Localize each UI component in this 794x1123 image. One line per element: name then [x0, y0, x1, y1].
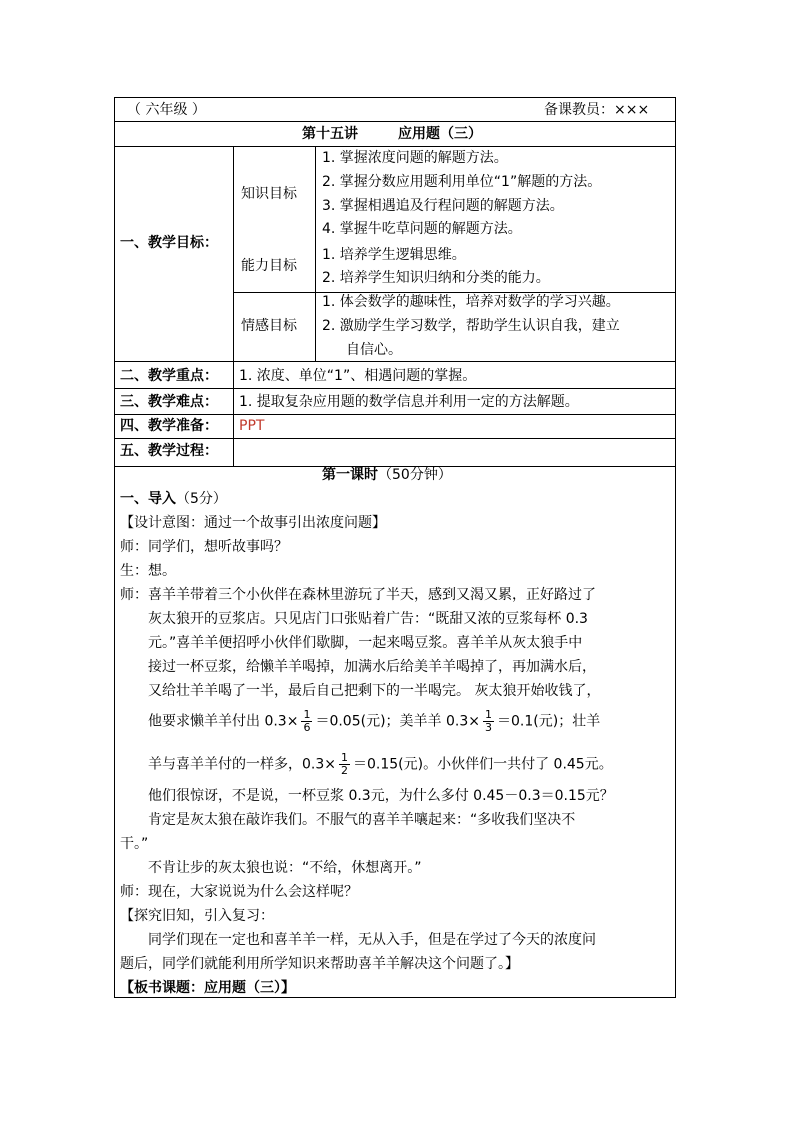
fraction-numerator: 1 — [341, 751, 348, 764]
story-line: 他们很惊讶，不是说，一杯豆浆 0.3元，为什么多付 0.45－0.3＝0.15元？ — [148, 788, 614, 804]
story-text: ＝0.15(元)。小伙伴们一共付了 0.45元。 — [353, 756, 613, 773]
story-line: 灰太狼开的豆浆店。只见店门口张贴着广告：“既甜又浓的豆浆每杯 0.3 — [148, 611, 588, 627]
fraction-numerator: 1 — [485, 708, 492, 721]
knowledge-item: 4. 掌握牛吃草问题的解题方法。 — [322, 221, 522, 237]
lecture-topic: 应用题（三） — [398, 126, 482, 142]
rule — [315, 146, 316, 361]
dialogue-line: 师：同学们，想听故事吗？ — [120, 539, 288, 555]
intro-title: 一、导入 — [120, 491, 176, 507]
knowledge-item: 1. 掌握浓度问题的解题方法。 — [322, 150, 508, 166]
knowledge-item: 2. 掌握分数应用题利用单位“1”解题的方法。 — [322, 174, 602, 190]
key-points-label: 二、教学重点： — [120, 368, 218, 384]
knowledge-goal-label: 知识目标 — [241, 186, 297, 202]
story-line: 接过一杯豆浆，给懒羊羊喝掉，加满水后给美羊羊喝掉了，再加满水后， — [148, 659, 596, 675]
preparation-label: 四、教学准备： — [120, 418, 218, 434]
story-line-fractions — [148, 752, 613, 777]
ability-item: 2. 培养学生知识归纳和分类的能力。 — [322, 270, 550, 286]
objectives-section-label: 一、教学目标： — [120, 235, 218, 251]
rule — [115, 388, 675, 389]
intro-heading — [120, 489, 227, 509]
story-text: 他要求懒羊羊付出 0.3× — [148, 713, 299, 730]
lesson-title: 第一课时 — [322, 467, 378, 483]
rule — [115, 414, 675, 415]
ability-item: 1. 培养学生逻辑思维。 — [322, 247, 466, 263]
story-line: 又给壮羊羊喝了一半，最后自己把剩下的一半喝完。 灰太狼开始收钱了， — [148, 683, 601, 699]
rule — [233, 146, 234, 361]
dialogue-line: 生：想。 — [120, 563, 176, 579]
emotion-item: 2. 激励学生学习数学，帮助学生认识自我，建立 — [322, 318, 620, 334]
story-line: 不肯让步的灰太狼也说：“不给，休想离开。” — [148, 860, 422, 876]
intro-duration: （5分） — [176, 491, 227, 507]
grade-label: （ 六年级 ） — [127, 102, 206, 118]
fraction-denominator: 6 — [303, 721, 311, 734]
board-title: 【板书课题：应用题（三）】 — [120, 980, 295, 996]
fraction-denominator: 3 — [485, 721, 492, 734]
rule — [115, 361, 675, 362]
difficulties-value: 1. 提取复杂应用题的数学信息并利用一定的方法解题。 — [239, 394, 579, 410]
rule — [115, 121, 675, 122]
fraction-one-half — [339, 752, 350, 777]
story-line-fractions — [148, 709, 600, 734]
lesson-heading — [322, 465, 452, 485]
teacher-label: 备课教员：××× — [544, 102, 650, 118]
story-text: ＝0.05(元)；美羊羊 0.3× — [315, 713, 480, 730]
preparation-value: PPT — [239, 418, 265, 434]
lecture-number: 第十五讲 — [302, 126, 358, 142]
story-line: 元。”喜羊羊便招呼小伙伴们歇脚，一起来喝豆浆。喜羊羊从灰太狼手中 — [148, 635, 583, 651]
knowledge-item: 3. 掌握相遇追及行程问题的解题方法。 — [322, 198, 564, 214]
fraction-one-third — [483, 709, 494, 734]
fraction-numerator: 1 — [303, 708, 311, 721]
design-intent: 【设计意图：通过一个故事引出浓度问题】 — [120, 515, 386, 531]
story-line: 师：喜羊羊带着三个小伙伴在森林里游玩了半天，感到又渴又累，正好路过了 — [120, 587, 596, 603]
rule — [115, 146, 675, 147]
key-points-value: 1. 浓度、单位“1”、相遇问题的掌握。 — [239, 368, 477, 384]
emotion-item: 自信心。 — [346, 342, 402, 358]
review-line: 同学们现在一定也和喜羊羊一样，无从入手，但是在学过了今天的浓度问 — [148, 932, 596, 948]
review-line: 题后，同学们就能利用所学知识来帮助喜羊羊解决这个问题了。】 — [120, 956, 519, 972]
fraction-one-sixth — [301, 709, 312, 734]
story-text: 羊与喜羊羊付的一样多，0.3× — [148, 756, 336, 773]
difficulties-label: 三、教学难点： — [120, 394, 218, 410]
review-heading: 【探究旧知，引入复习： — [120, 908, 274, 924]
process-label: 五、教学过程： — [120, 443, 218, 459]
rule — [233, 361, 234, 466]
story-line: 干。” — [120, 836, 149, 852]
lesson-duration: （50分钟） — [378, 467, 452, 483]
emotion-item: 1. 体会数学的趣味性，培养对数学的学习兴趣。 — [322, 294, 620, 310]
story-text: ＝0.1(元)；壮羊 — [497, 713, 601, 730]
emotion-goal-label: 情感目标 — [241, 318, 297, 334]
story-line: 肯定是灰太狼在敲诈我们。不服气的喜羊羊嚷起来：“多收我们坚决不 — [148, 812, 576, 828]
rule — [115, 438, 675, 439]
fraction-denominator: 2 — [341, 764, 348, 777]
ability-goal-label: 能力目标 — [241, 258, 297, 274]
dialogue-line: 师：现在，大家说说为什么会这样呢？ — [120, 884, 358, 900]
